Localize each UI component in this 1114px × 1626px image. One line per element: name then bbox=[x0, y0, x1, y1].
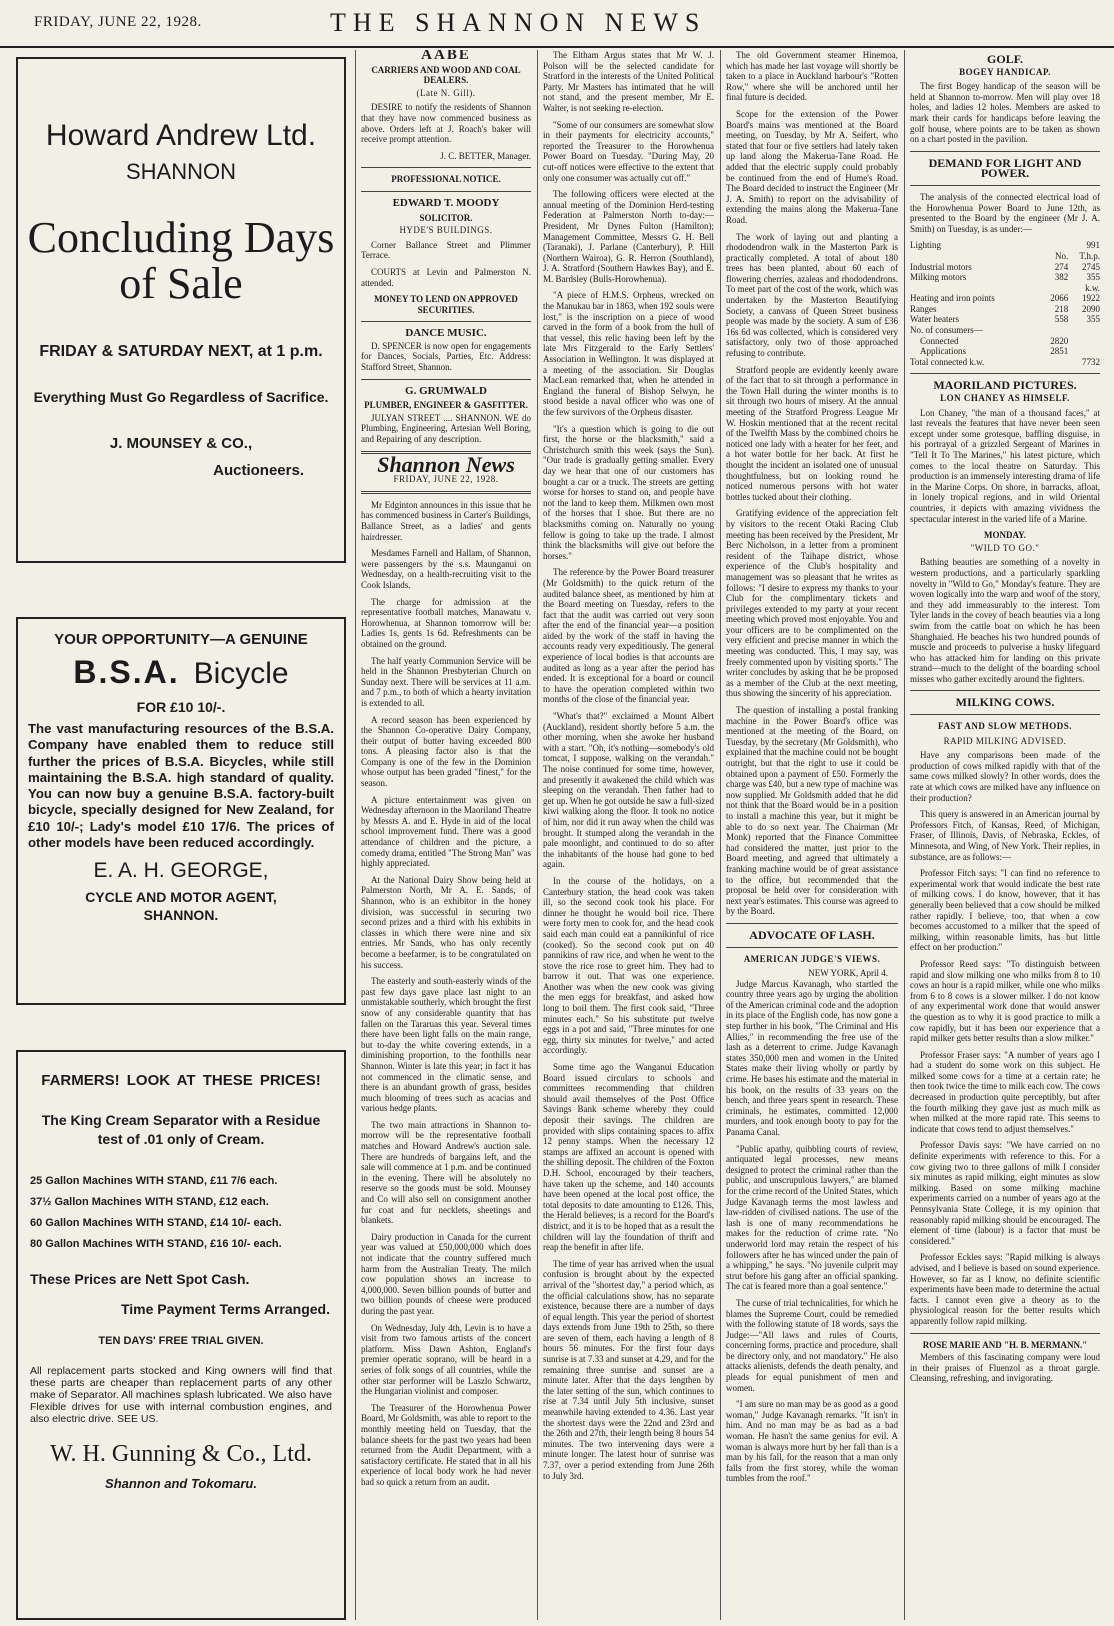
news-paragraph: A picture entertainment was given on Wednesday afternoon in the Maoriland Theatre by Messrs A. and E. Hyde in aid of the local school improvement fund. There was a good attendance of children and the picture, a comedy drama, entitled "The Strong Man" was highly appreciated. bbox=[361, 794, 531, 869]
news-paragraph: Scope for the extension of the Power Board's mains was mentioned at the Board meeting, on Tuesday, by Mr A. Seifert, who stated that four or five settlers had lately taken up land along the Makerua-Tane Road. He added that the electric supply could probably be continued from the end of Hume's Road. The Board decided to instruct the Engineer (Mr J. A. Smith) to report on the advisability of extending the mains along the Makerua-Tane Road. bbox=[726, 108, 898, 225]
column-rule-1 bbox=[355, 50, 356, 1620]
gunning-price-25: 25 Gallon Machines WITH STAND, £11 7/6 each. bbox=[30, 1175, 278, 1187]
news-paragraph: The following officers were elected at the annual meeting of the Dominion Herd-testing Federation at Palmerston North to-day:—President, Mr Dynes Fulton (Hamilton); Management Committee, Messrs G. H. Bell (Taranaki), J. Parlane (Canterbury), P. Hill (Northern Wairoa), G. R. Herron (Southland), J. A. Stratford (Southern Hawkes Bay), and E. M. Bardsley (Bulls-Horowhenua). bbox=[543, 189, 714, 284]
gunning-nett: These Prices are Nett Spot Cash. bbox=[30, 1271, 250, 1287]
news-paragraph: "A piece of H.M.S. Orpheus, wrecked on the Manukau bar in 1863, when 192 souls were lost," is the inscription on a piece of wood carved in the form of a book from the hull of that vessel, this relic having been left by the late Mrs Fitzgerald to the Early Settlers' Association in Wellington. It was displayed at a meeting of the association. Sir Douglas MacLean remarked that, when he attended in England the funeral of Bishop Selwyn, he stood beside a naval officer who was one of the few survivors of the Orpheus disaster. bbox=[543, 290, 714, 417]
gunning-towns: Shannon and Tokomaru. bbox=[105, 1476, 257, 1491]
gunning-lead: The King Cream Separator with a Residue test of .01 only of Cream. bbox=[41, 1112, 321, 1147]
milking-subheading-2: RAPID MILKING ADVISED. bbox=[943, 735, 1067, 746]
demand-intro: The analysis of the connected electrical load of the Horowhenua Power Board to June 12th, as presented to the Board by the engineer (Mr J. A. Smith) on Tuesday, is as under:— bbox=[910, 191, 1100, 234]
column-rule-2 bbox=[537, 50, 538, 1620]
table-row: Heating and iron points 2066 1922 bbox=[910, 293, 1100, 304]
news-paragraph: Gratifying evidence of the appreciation felt by visitors to the recent Otaki Racing Club meeting has been received by the President, Mr Berc Nicholson, in a letter from a prominent resident of the Taihape district, whose experience of the Club's hospitality and management was so pleasant that he writes as follows: "I desire to express my thanks to your Club for the complimentary tickets and privileges extended to my party at your recent meeting which proved most enjoyable. You and your officers are to be complimented on the very efficient and precise manner in which the meeting was conducted. This, I may say, was freely commented upon by visiting sports." The writer concludes by asking that he be proposed as a member of the Club at the next meeting, thus showing the sincerity of his appreciation. bbox=[726, 508, 898, 699]
bsa-opportunity: YOUR OPPORTUNITY—A GENUINE bbox=[54, 631, 308, 648]
howard-town: SHANNON bbox=[125, 159, 236, 184]
moody-name: EDWARD T. MOODY bbox=[392, 196, 500, 209]
grumwald-name: G. GRUMWALD bbox=[405, 384, 487, 397]
gunning-separator-ad bbox=[16, 1050, 346, 1620]
divider bbox=[361, 379, 531, 380]
howard-auctioneer-role: Auctioneers. bbox=[213, 462, 304, 479]
column-3 bbox=[543, 50, 714, 1620]
news-paragraph: A record season has been experienced by the Shannon Co-operative Dairy Company, their output of butter having exceeded 800 tons. A pleasing factor also is that the Company is one of the few in the Dominion whose output has been graded "finest," for the season. bbox=[361, 714, 531, 789]
moody-money: MONEY TO LEND ON APPROVED SECURITIES. bbox=[374, 294, 518, 315]
gunning-price-80: 80 Gallon Machines WITH STAND, £16 10/- each. bbox=[30, 1238, 282, 1250]
gunning-company: W. H. Gunning & Co., Ltd. bbox=[50, 1441, 312, 1467]
news-paragraph: The reference by the Power Board treasurer (Mr Goldsmith) to the quick return of the audited balance sheet, as mentioned by him at the Board meeting on Tuesday, refers to the fact that the audit was carried out very soon after the end of the financial year—a position aided by the work of the staff in having the accounts ready very expeditiously. The general experience of local bodies is that accounts are audited as long as a year after the period has ended. It is exceptional for a board or council to have the operation completed within two months of the close of the financial year. bbox=[543, 567, 714, 705]
lash-heading: ADVOCATE OF LASH. bbox=[749, 927, 875, 942]
dance-music-heading: DANCE MUSIC. bbox=[405, 327, 487, 340]
lash-subheading: AMERICAN JUDGE'S VIEWS. bbox=[743, 953, 881, 964]
table-row: Water heaters 558 355 bbox=[910, 314, 1100, 325]
grumwald-title: PLUMBER, ENGINEER & GASFITTER. bbox=[364, 400, 528, 411]
column-2 bbox=[361, 50, 531, 1620]
news-paragraph: The Treasurer of the Horowhenua Power Board, Mr Goldsmith, was able to report to the monthly meeting held on Tuesday, that the balance sheets for the past two years had been returned from the Audit Department, with a satisfactory certificate. He stated that in all his experience of local body work he had never had so quick a return from an audit. bbox=[361, 1402, 531, 1487]
news-paragraph: Have any comparisons been made of the production of cows milked rapidly with that of the same cows milked slowly? In other words, does the rate at which cows are milked have any influence on their production? bbox=[910, 750, 1100, 803]
rose-marie-heading: ROSE MARIE AND "H. B. MERMANN." bbox=[922, 1339, 1088, 1350]
table-row: Connected 2820 bbox=[920, 335, 1069, 346]
maoriland-heading: MAORILAND PICTURES. bbox=[933, 378, 1077, 393]
news-paragraph: "Public apathy, quibbling courts of review, antiquated legal processes, new means designed to protect the criminal rather than the public, and unscrupulous lawyers," are blamed for the crime record of the United States, which Judge Kavanagh terms the most lawless and law-ridden of civilised nations. The use of the lash is one of many recommendations he makes for the reduction of crime rate. "No underworld lord may retain the respect of his followers after he has winced under the pain of a whipping," he says. "No juvenile culprit may strut before his gang after an official spanking. The cat is feared more than a goal sentence." bbox=[726, 1143, 898, 1292]
table-row: Milking motors 382 355 bbox=[910, 272, 1100, 283]
news-paragraph: The easterly and south-easterly winds of the past few days gave place last night to an unmistakable southerly, which brought the first snow of any considerable quantity that has fallen on the Tararuas this year. Several times there have been light falls on the main range, but to-day the white covering extends, in a diminishing proportion, to the foothills near Shannon. Winter is late this year; in fact it has not commenced in the climatic sense, and there is an abundant growth of grass, besides much blooming of trees such as acacias and various hedge plants. bbox=[361, 976, 531, 1114]
aabe-title: AABE bbox=[421, 50, 471, 63]
bsa-product: Bicycle bbox=[193, 657, 289, 690]
moody-courts: COURTS at Levin and Palmerston N. attended. bbox=[361, 266, 531, 288]
news-paragraph: Professor Eckles says: "Rapid milking is always advised, and I believe is based on sound experience. However, so far as I know, no definite scientific experiments have been made to determine the actual facts. I cannot even give a theory as to the physiological reason for the better results which apparently follow rapid milking. bbox=[910, 1252, 1100, 1326]
divider bbox=[361, 167, 531, 168]
table-row: Applications 2851 bbox=[920, 346, 1069, 357]
table-row: Ranges 218 2090 bbox=[910, 303, 1100, 314]
table-row: Industrial motors 274 2745 bbox=[910, 261, 1100, 272]
column-4 bbox=[726, 50, 898, 1620]
news-paragraph: "What's that?" exclaimed a Mount Albert (Auckland), resident shortly before 5 a.m. the other morning, when she awoke her husband with a start. "Oh, it's nothing—somebody's old tomcat, I suppose, walking on the verandah." The noise continued for some time, however, and presently it awakened the child which was sleeping on the verandah. Then father had to get up. When he got outside he saw a full-sized kiwi walking along the floor. It took no notice of him, nor did it run away when the child was brought. It stumped along the verandah in the pale moonlight, and continued to do so after the inhabitants of the house had gone to bed again. bbox=[543, 711, 714, 870]
divider bbox=[910, 151, 1100, 152]
news-paragraph: The two main attractions in Shannon to-morrow will be the representative football matches and Howard Andrew's auction sale. There are hundreds of bargains left, and the sale will commence at 1 p.m. and be continued in the evening. There will be absolutely no reserve so the goods must be sold. Mounsey and Co will also sell on consignment another fur coat and fur necklets, sheetings and blankets. bbox=[361, 1119, 531, 1226]
table-row: No. T.h.p. bbox=[1055, 250, 1100, 261]
howard-sale-dates: FRIDAY & SATURDAY NEXT, at 1 p.m. bbox=[39, 343, 323, 360]
masthead bbox=[0, 0, 1114, 48]
news-paragraph: Professor Davis says: "We have carried on no definite experiments with reference to this. For a cow giving two to three gallons of milk I consider six minutes as rapid milking, eight minutes as slow milking. Based on some milking machine experiments carried on a number of years ago at the Pennsylvania State College, it is my opinion that reasonably rapid milking should be encouraged. The element of time (labour) is a factor that must be considered." bbox=[910, 1140, 1100, 1246]
column-rule-4 bbox=[904, 50, 905, 1620]
news-paragraph: Professor Reed says: "To distinguish between rapid and slow milking one who milks from 8 to 10 cows an hour is a rapid milker, while one who milks from 6 to 8 cows is a slower milker. I do not know of any experimental work done that would answer the question as to why it is good practice to milk a cow rapidly, but it has been our experience that a rapid milker gets better results than a slow milker." bbox=[910, 958, 1100, 1044]
news-paragraph: On Wednesday, July 4th, Levin is to have a visit from two famous artists of the concert platform. Miss Dawn Ashton, England's premier operatic soprano, will be heard in a series of folk songs of all countries, while the other star performer will be Laszlo Schwartz, the Hungarian violinist and composer. bbox=[361, 1322, 531, 1397]
divider bbox=[910, 690, 1100, 691]
table-row: k.w. bbox=[1085, 282, 1100, 293]
news-paragraph: The charge for admission at the representative football matches, Manawatu v. Horowhenua, at Shannon tomorrow will be: Ladies 1s, gents 1s 6d. Refreshments can be obtained on the ground. bbox=[361, 596, 531, 649]
gunning-price-60: 60 Gallon Machines WITH STAND, £14 10/- each. bbox=[30, 1217, 282, 1229]
news-paragraph: The old Government steamer Hinemoa, which has made her last voyage will shortly be taken to a place in Auckland harbour's "Rotten Row," where she will be anchored until her final future is decided. bbox=[726, 50, 898, 103]
paper-nameplate: Shannon News bbox=[377, 451, 515, 477]
milking-heading: MILKING COWS. bbox=[955, 695, 1055, 710]
gunning-terms: Time Payment Terms Arranged. bbox=[120, 1301, 330, 1317]
gunning-headline: FARMERS! LOOK AT THESE PRICES! bbox=[41, 1072, 321, 1089]
paper-date: FRIDAY, JUNE 22, 1928. bbox=[393, 474, 499, 485]
divider bbox=[910, 373, 1100, 374]
news-paragraph: The curse of trial technicalities, for which he blames the Supreme Court, could be remedied with the following statute of 18 words, says the Judge:—"All laws and rules of Courts, concerning forms, practice and procedure, shall be directory only, and not mandatory." He also attacks alienists, defends the death penalty, and pleads for equal punishment of men and women. bbox=[726, 1297, 898, 1393]
professional-notice-heading: PROFESSIONAL NOTICE. bbox=[391, 174, 501, 185]
grumwald-body: JULYAN STREET .... SHANNON. WE do Plumbing, Engineering, Artesian Well Boring, and Repairing of any description. bbox=[361, 412, 531, 445]
news-paragraph: Mr Edginton announces in this issue that he has commenced business in Carter's Buildings, Ballance Street, as a ladies' and gents hairdresser. bbox=[361, 499, 531, 542]
monday-subheading: "WILD TO GO." bbox=[970, 542, 1040, 553]
table-row: No. of consumers— bbox=[910, 325, 983, 336]
news-paragraph: This query is answered in an American journal by Professors Fitch, of Kansas, Reed, of Michigan, Fraser, of Illinois, Davis, of Nebraska, Eckles, of Minnesota, and Wing, of New York. Their replies, in substance, are as follows:— bbox=[910, 809, 1100, 862]
divider bbox=[726, 947, 898, 948]
news-paragraph: In the course of the holidays, on a Canterbury station, the head cook was taken ill, so the second cook took his place. For dinner he thought he would boil rice. There were forty men to cook for, and the head cook said each man could eat a pannikinful of rice (cooked). So the second cook put on 40 pannikins of raw rice, and when he went to the stove the rice rose to greet him. They had to barrow it out. That was one experience. Another was when the new cook was giving the men eggs for breakfast, and asked how long to boil them. The first cook said, "Three minutes each." So his substitute put twelve eggs in a pot and said, "Three minutes for one egg, thirty six minutes for twelve," and acted accordingly. bbox=[543, 875, 714, 1056]
golf-subheading: BOGEY HANDICAP. bbox=[959, 66, 1051, 77]
howard-headline-1: Concluding Days bbox=[27, 213, 335, 262]
table-row: Total connected k.w. 7732 bbox=[910, 356, 1100, 367]
news-paragraph: At the National Dairy Show being held at Palmerston North, Mr A. E. Sands, of Shannon, who is an exhibitor in the honey division, was successful in securing two second prizes and a third with his exhibits in classes in which there were nine and six entries. Mr Sands, who has only recently become a beefarmer, is to be congratulated on his success. bbox=[361, 874, 531, 970]
column-5 bbox=[910, 50, 1100, 1620]
bsa-dealer: E. A. H. GEORGE, bbox=[93, 859, 269, 883]
bsa-bicycle-ad bbox=[16, 617, 346, 1005]
divider bbox=[726, 923, 898, 924]
news-paragraph: The Eltham Argus states that Mr W. J. Polson will be the selected candidate for Stratford in the interests of the United Political Party. Mr Masters has intimated that he will not stand, and the present member, Mr E. Walter, is not seeking re-election. bbox=[543, 50, 714, 113]
news-paragraph: Judge Marcus Kavanagh, who startled the country three years ago by urging the abolition of the American criminal code and the adoption in its place of the English code, has now gone a step further in his book, "The Criminal and His Allies," in recommending the free use of the lash as a deterrent to crime. Judge Kavanagh states 350,000 men and women in the United States make their living wholly or partly by crime. He bases his estimate and the material in his book, on the results of 33 years on the bench, and three years spent in research. These criminals, he estimates, committed 12,000 murders, and took enough booty to pay for the Panama Canal. bbox=[726, 978, 898, 1137]
howard-company: Howard Andrew Ltd. bbox=[45, 119, 317, 152]
news-paragraph: The time of year has arrived when the usual confusion is brought about by the expected arrival of the "shortest day," a period which, as the official calculations show, has no separate existence, because there are a number of days of equal length. This year the period of shortest days extends from June 19th to 25th, so there are seven of them, each having a length of 8 hours 56 minutes. For the first four days sunrise is at 7.33 and sunset at 4.29, and for the remaining three sunrise and sunset are a minute later. After that the days lengthen by the later setting of the sun, which continues to rise at 7.34 until July 5th inclusive, sunset meanwhile having extended to 4.36. Last year the shortest days were the 22nd and 23rd and the 26th and 27th, their length being 8 hours 54 minutes. The two intervening days were a minute longer. The latest hour of sunrise was 7.37, over a period extending from June 26th to July 3rd. bbox=[543, 1258, 714, 1481]
news-paragraph: The half yearly Communion Service will be held in the Shannon Presbyterian Church on Sunday next. There will be services at 11 a.m. and 7 p.m., to both of which a hearty invitation is extended to all. bbox=[361, 655, 531, 708]
aabe-late: (Late N. Gill). bbox=[416, 87, 476, 98]
howard-headline-2: of Sale bbox=[119, 259, 243, 308]
howard-auctioneer: J. MOUNSEY & CO., bbox=[109, 435, 253, 452]
bsa-brand: B.S.A. bbox=[73, 654, 180, 690]
bsa-dealer-town: SHANNON. bbox=[143, 907, 219, 924]
news-paragraph: Stratford people are evidently keenly aware of the fact that to sit through a performance in the Town Hall during the winter months is to sit through two hours of misery. At the annual meeting of the Stratford Progress League Mr W. Hoskin mentioned that at the recent recital of the Twelfth Mass by the combined choirs he noticed one lady with a heater for her feet, and a hot water bottle for her back. At first he thought the incident an isolated one of unusual thoughtfulness, but on looking round he noticed numerous persons with hot water bottles tucked about their clothing. bbox=[726, 364, 898, 502]
monday-body: Bathing beauties are something of a novelty in western productions, and a particularly sparkling novelty in "Wild to Go," Monday's feature. They are woven logically into the warp and woof of the story, and they add immeasurably to the interest. Tom Tyler lands in the covey of beach beauties via a long swim from the cattle boat on which he has been Shanghaied. He beaches his two hundred pounds of muscle and proceeds to pulverise a husky lifeguard who has attacked him for landing on this private strand—much to the delight of the boarding school misses who gather excitedly around the fighters. bbox=[910, 557, 1100, 684]
moody-building: HYDE'S BUILDINGS. bbox=[399, 225, 493, 236]
divider bbox=[361, 191, 531, 192]
bsa-body: The vast manufacturing resources of the B.S.A. Company have enabled them to reduce still further the prices of B.S.A. Bicycles, while still maintaining the B.S.A. high standard of quality. You can now buy a genuine B.S.A. factory-built bicycle, specially designed for New Zealand, for £10 10/-; Lady's model £10 17/6. The prices of other models have been reduced accordingly. bbox=[28, 721, 334, 851]
news-paragraph: "It's a question which is going to die out first, the horse or the blacksmith," said a Christchurch smith this week (says the Sun). "Our trade is gradually getting smaller. Every day we hear that one of our customers has bought a car or a truck. The streets are getting worse for horses to stand on, and people have not the land to keep them. Milkmen own most of the horses that I shoe. But there are no blacksmiths coming on. Naturally no young fellow is going to take up the trade. I almost think the blacksmiths will give out before the horses." bbox=[543, 423, 714, 561]
dance-music-body: D. SPENCER is now open for engagements for Dances, Socials, Parties, Etc. Address: Stafford Street, Shannon. bbox=[361, 340, 531, 373]
divider bbox=[910, 1333, 1100, 1334]
aabe-signature: J. C. BETTER, Manager. bbox=[440, 150, 531, 161]
news-paragraph: "Some of our consumers are somewhat slow in their payments for electricity accounts," reported the Treasurer to the Horowhenua Power Board on Tuesday. "During May, 20 cut-off notices were effective to the extent that only one consumer was actually cut off." bbox=[543, 119, 714, 183]
aabe-subtitle: CARRIERS AND WOOD AND COAL DEALERS. bbox=[371, 64, 521, 86]
howard-andrew-ad bbox=[16, 57, 346, 563]
divider bbox=[361, 491, 531, 494]
news-paragraph: Some time ago the Wanganui Education Board issued circulars to schools and committees recommending that children should avail themselves of the Post Office Savings Bank scheme whereby they could deposit their savings. The children are provided with slips containing spaces to affix 12 penny stamps. When the necessary 12 stamps are affixed an account is opened with the shilling deposit. The children of the Foxton D.H. School, encouraged by their teachers, have taken up the scheme, and 140 accounts have been opened at the local post office, the total deposits to date amounting to £126. This, the Herald believes, is a record for the Board's district, and it is to be hoped that as a result the children will lay the foundation of thrift and reap the benefit in after life. bbox=[543, 1062, 714, 1253]
golf-heading: GOLF. bbox=[987, 52, 1023, 66]
load-table bbox=[910, 240, 1100, 367]
divider bbox=[910, 714, 1100, 715]
news-paragraph: Professor Fitch says: "I can find no reference to experimental work that would indicate the best rate of milking cows. I do know, however, that it has generally been believed that a cow should be milked rather rapidly. I believe, too, that when a cow becomes accustomed to a milker that the speed of milking, within reasonable limits, has but little effect on her production." bbox=[910, 868, 1100, 953]
column-rule-3 bbox=[720, 50, 721, 1620]
howard-note: Everything Must Go Regardless of Sacrifice. bbox=[33, 389, 329, 405]
bsa-brand-line bbox=[18, 654, 344, 691]
maoriland-subheading: LON CHANEY AS HIMSELF. bbox=[940, 393, 1070, 404]
news-paragraph: The work of laying out and planting a rhododendron walk in the Masterton Park is practically completed. A total of about 180 trees has been planted, about 60 each of flowering cherries, azaleas and rhododendrons. To meet part of the cost of the work, which was undertaken by the Masterton Beautifying Society, a canvass of Queen Street business people was made by the society. A sum of £36 16s 6d was collected, which is considered very satisfactory, only two of those approached refusing to contribute. bbox=[726, 231, 898, 359]
issue-date: FRIDAY, JUNE 22, 1928. bbox=[34, 14, 202, 30]
gunning-price-list bbox=[18, 1171, 344, 1255]
maoriland-body: Lon Chaney, "the man of a thousand faces," at last reveals the features that have never been seen except under some grotesque, baffling disguise, in his portrayal of a grizzled Sergeant of Marines in "Tell It To The Marines," his latest picture, which comes to the local theatre on Saturday. This production is an immensely interesting drama of life in the Marine Corps. On shore, in barracks, afloat, in lonely tropical regions, and in wild Oriental countries, it depicts with amazing vividness the spectacular interest in the varied life of a Marine. bbox=[910, 407, 1100, 524]
news-paragraph: The question of installing a postal franking machine in the Power Board's office was mentioned at the meeting of the Board, on Tuesday, by the secretary (Mr Goldsmith), who explained that the machine could not be bought outright, but that the right to use it could be obtained upon a payment of £50. Formerly the charge was £40, but a new type of machine was now supplied. Mr Goldsmith added that he did not think that the Board would be in a position to install a machine this year, but it might be able to do so next year. The Chairman (Mr Monk) reported that the Finance Committee had considered the matter, just prior to the Board meeting, and agreed that ultimately a franking machine would be of great assistance to the office, but recommended that the proposal be held over for consideration with next year's estimates. This course was agreed to by the Board. bbox=[726, 705, 898, 917]
news-paragraph: Mesdames Farnell and Hallam, of Shannon, were passengers by the s.s. Maunganui on Wednesday, on a health-recruiting visit to the Cook Islands. bbox=[361, 548, 531, 590]
bsa-price: FOR £10 10/-. bbox=[136, 699, 226, 715]
gunning-price-37: 37½ Gallon Machines WITH STAND, £12 each. bbox=[30, 1196, 269, 1208]
bsa-dealer-role: CYCLE AND MOTOR AGENT, bbox=[85, 889, 277, 906]
newspaper-title: THE SHANNON NEWS bbox=[330, 8, 707, 37]
news-paragraph: Dairy production in Canada for the current year was valued at £50,000,000 which does not indicate that the country suffered much harm from the Australian Treaty. The milch cow population shows an increase to 4,000,000. Seven billion pounds of butter and two billion pounds of cheese were produced during the past year. bbox=[361, 1231, 531, 1316]
gunning-parts: All replacement parts stocked and King owners will find that these parts are cheaper than replacement parts of any other make of Separator. All machines splash lubricated. We also have Flexible drives for use with internal combustion engines, and also electric drive. SEE US. bbox=[30, 1365, 332, 1425]
divider bbox=[910, 185, 1100, 186]
moody-address: Corner Ballance Street and Plimmer Terrace. bbox=[361, 239, 531, 261]
news-paragraph: "I am sure no man may be as good as a good woman," Judge Kavanagh remarks. "It isn't in him. And no man may be as bad as a bad woman. He hasn't the same genius for evil. A woman is always more hurt by her fall than is a man by his fall, for the reason that a man only falls from the first storey, while the woman tumbles from the roof." bbox=[726, 1399, 898, 1484]
news-paragraph: Professor Fraser says: "A number of years ago I had a student do some work on this subject. He milked some cows for a time at a certain rate; he then took twice the time to milk each cow. The cows decreased in production quite perceptibly, but after the fourth milking they gave just as much milk as when milked at the more rapid rate. This seems to indicate that cows tend to adjust themselves." bbox=[910, 1049, 1100, 1134]
gunning-trial: TEN DAYS' FREE TRIAL GIVEN. bbox=[98, 1335, 264, 1347]
golf-body: The first Bogey handicap of the season will be held at Shannon to-morrow. Men will play over 18 holes, and ladies 12 holes. Members are asked to mark their cards for handicaps before leaving the golf house, where points are to be taken as shown on a chart posted in the pavilion. bbox=[910, 81, 1100, 145]
table-row: Lighting 991 bbox=[910, 240, 1100, 251]
divider bbox=[361, 321, 531, 322]
lash-dateline: NEW YORK, April 4. bbox=[808, 968, 888, 979]
aabe-body: DESIRE to notify the residents of Shannon that they have now commenced business as above. Orders left at J. Roach's baker will receive prompt attention. bbox=[361, 102, 531, 145]
demand-heading: DEMAND FOR LIGHT AND POWER. bbox=[928, 155, 1082, 181]
monday-heading: MONDAY. bbox=[983, 530, 1027, 541]
rose-marie-body: Members of this fascinating company were loud in their praises of Fluenzol as a throat gargle. Cleansing, refreshing, and invigorating. bbox=[910, 1352, 1100, 1384]
milking-subheading: FAST AND SLOW METHODS. bbox=[937, 721, 1073, 732]
moody-title: SOLICITOR. bbox=[419, 212, 473, 223]
